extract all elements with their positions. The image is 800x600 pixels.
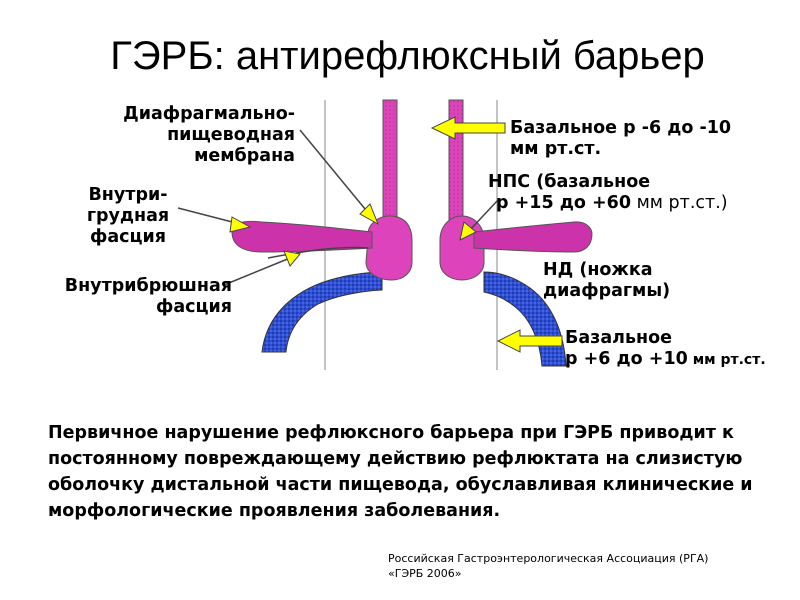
- footer-line: Российская Гастроэнтерологическая Ассоциация (РГА): [388, 552, 709, 565]
- footer-line: «ГЭРБ 2006»: [388, 567, 462, 580]
- crus-label-line: НД (ножка: [543, 260, 653, 280]
- intraabdominal-label: [65, 276, 232, 318]
- les-pressure-unit: мм рт.ст.): [631, 193, 728, 213]
- page-title: ГЭРБ: антирефлюксный барьер: [110, 34, 705, 78]
- les-label: [488, 172, 728, 214]
- crus-label: [543, 260, 670, 302]
- les-label-line: НПС (базальное: [488, 172, 651, 192]
- basal-top-label-line: Базальное р -6 до -10: [510, 118, 732, 138]
- summary-paragraph: Первичное нарушение рефлюксного барьера при ГЭРБ приводит к постоянному повреждающему действию рефлюктата на слизистую оболочку дистальной части пищевода, обуславливая клинические и морфологические проявления заболевания.: [48, 423, 753, 521]
- left-esophagus-wall: [366, 100, 412, 280]
- basal-bottom-label: [565, 328, 766, 371]
- intraabdominal-label-line: Внутрибрюшная: [64, 276, 232, 296]
- intrathoracic-arrow: [178, 208, 250, 232]
- basal-top-arrow: [432, 117, 505, 139]
- basal-bottom-pressure-value: р +6 до +10: [565, 349, 688, 369]
- intrathoracic-label: [78, 185, 178, 248]
- intrathoracic-label-line: Внутри-: [88, 185, 168, 205]
- basal-bottom-label-line: [565, 349, 766, 371]
- footer-credit: [388, 551, 708, 581]
- basal-top-label: [510, 118, 731, 160]
- membrane-arrow: [300, 130, 378, 224]
- les-label-line: [488, 193, 728, 214]
- left-blue-fascia: [262, 272, 382, 352]
- intrathoracic-label-line: грудная: [86, 206, 170, 226]
- membrane-label-line: мембрана: [194, 146, 295, 166]
- membrane-label: [123, 104, 295, 167]
- membrane-label-line: пищеводная: [167, 125, 295, 145]
- les-pressure-value: р +15 до +60: [496, 193, 631, 213]
- basal-bottom-label-line: Базальное: [565, 328, 672, 348]
- membrane-label-line: Диафрагмально-: [123, 104, 295, 124]
- crus-label-line: диафрагмы): [543, 281, 671, 301]
- right-diaphragm: [474, 222, 592, 252]
- intraabdominal-label-line: фасция: [155, 297, 232, 317]
- basal-top-label-line: мм рт.ст.: [510, 139, 602, 159]
- intrathoracic-label-line: фасция: [89, 227, 166, 247]
- intraabdominal-arrow: [224, 251, 300, 285]
- basal-bottom-pressure-unit: мм рт.ст.: [687, 352, 766, 368]
